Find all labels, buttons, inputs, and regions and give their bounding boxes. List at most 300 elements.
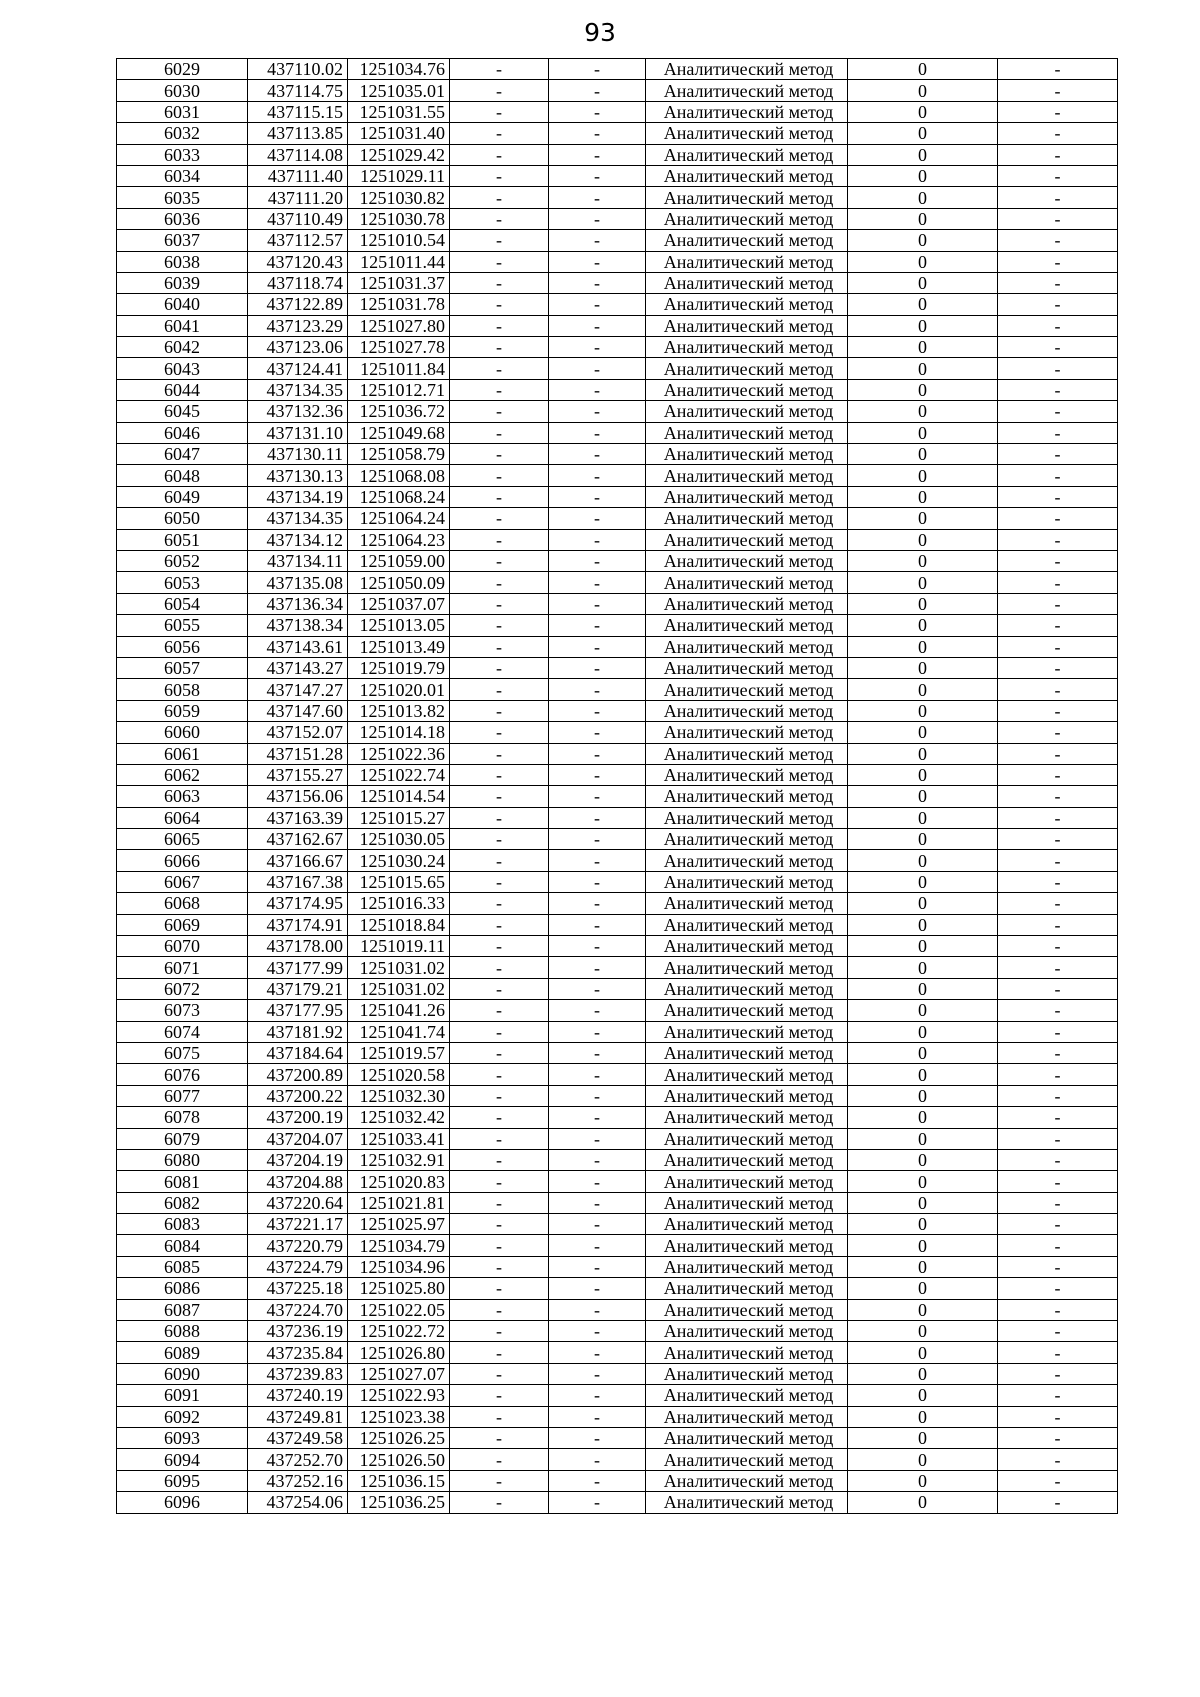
- cell-point-number: 6065: [117, 829, 248, 850]
- cell-error: 0: [848, 165, 998, 186]
- cell-value-a: -: [450, 786, 549, 807]
- cell-coord-x: 437124.41: [248, 358, 348, 379]
- cell-error: 0: [848, 1492, 998, 1513]
- table-row: [117, 529, 1118, 550]
- cell-coord-y: 1251011.84: [348, 358, 450, 379]
- cell-method: Аналитический метод: [646, 936, 848, 957]
- cell-note: -: [998, 1192, 1118, 1213]
- cell-method: Аналитический метод: [646, 101, 848, 122]
- table-row: [117, 59, 1118, 80]
- cell-coord-x: 437200.19: [248, 1107, 348, 1128]
- cell-value-b: -: [549, 593, 646, 614]
- cell-point-number: 6033: [117, 144, 248, 165]
- cell-note: -: [998, 337, 1118, 358]
- cell-value-b: -: [549, 914, 646, 935]
- cell-method: Аналитический метод: [646, 572, 848, 593]
- cell-point-number: 6047: [117, 444, 248, 465]
- cell-value-a: -: [450, 743, 549, 764]
- cell-value-a: -: [450, 615, 549, 636]
- cell-value-a: -: [450, 572, 549, 593]
- cell-value-a: -: [450, 700, 549, 721]
- cell-coord-x: 437224.79: [248, 1256, 348, 1277]
- cell-coord-y: 1251049.68: [348, 422, 450, 443]
- cell-coord-x: 437134.35: [248, 508, 348, 529]
- cell-error: 0: [848, 272, 998, 293]
- cell-error: 0: [848, 636, 998, 657]
- cell-coord-y: 1251021.81: [348, 1192, 450, 1213]
- table-row: [117, 1449, 1118, 1470]
- cell-method: Аналитический метод: [646, 871, 848, 892]
- cell-coord-x: 437166.67: [248, 850, 348, 871]
- cell-value-a: -: [450, 1385, 549, 1406]
- cell-point-number: 6038: [117, 251, 248, 272]
- cell-note: -: [998, 1214, 1118, 1235]
- cell-value-a: -: [450, 187, 549, 208]
- coordinates-table: [116, 58, 1118, 1514]
- table-row: [117, 722, 1118, 743]
- table-row: [117, 379, 1118, 400]
- cell-point-number: 6044: [117, 379, 248, 400]
- cell-value-b: -: [549, 101, 646, 122]
- cell-value-a: -: [450, 1149, 549, 1170]
- cell-coord-y: 1251014.18: [348, 722, 450, 743]
- table-row: [117, 1406, 1118, 1427]
- table-row: [117, 144, 1118, 165]
- cell-value-a: -: [450, 251, 549, 272]
- cell-value-b: -: [549, 764, 646, 785]
- cell-point-number: 6059: [117, 700, 248, 721]
- table-row: [117, 1171, 1118, 1192]
- cell-point-number: 6091: [117, 1385, 248, 1406]
- cell-value-a: -: [450, 272, 549, 293]
- cell-method: Аналитический метод: [646, 123, 848, 144]
- cell-error: 0: [848, 358, 998, 379]
- cell-value-b: -: [549, 807, 646, 828]
- cell-coord-x: 437130.13: [248, 465, 348, 486]
- cell-coord-x: 437122.89: [248, 294, 348, 315]
- cell-value-a: -: [450, 1449, 549, 1470]
- cell-method: Аналитический метод: [646, 165, 848, 186]
- cell-coord-x: 437147.27: [248, 679, 348, 700]
- cell-point-number: 6055: [117, 615, 248, 636]
- cell-method: Аналитический метод: [646, 636, 848, 657]
- cell-point-number: 6095: [117, 1470, 248, 1491]
- cell-coord-x: 437135.08: [248, 572, 348, 593]
- cell-value-a: -: [450, 722, 549, 743]
- cell-value-b: -: [549, 208, 646, 229]
- table-row: [117, 508, 1118, 529]
- cell-value-b: -: [549, 1021, 646, 1042]
- cell-point-number: 6062: [117, 764, 248, 785]
- cell-method: Аналитический метод: [646, 1428, 848, 1449]
- cell-error: 0: [848, 1470, 998, 1491]
- cell-method: Аналитический метод: [646, 529, 848, 550]
- cell-coord-y: 1251027.78: [348, 337, 450, 358]
- cell-coord-y: 1251022.72: [348, 1321, 450, 1342]
- cell-note: -: [998, 572, 1118, 593]
- table-row: [117, 1492, 1118, 1513]
- cell-note: -: [998, 101, 1118, 122]
- cell-value-a: -: [450, 914, 549, 935]
- cell-coord-x: 437134.35: [248, 379, 348, 400]
- cell-error: 0: [848, 1278, 998, 1299]
- cell-value-a: -: [450, 1214, 549, 1235]
- cell-note: -: [998, 615, 1118, 636]
- cell-method: Аналитический метод: [646, 208, 848, 229]
- cell-value-b: -: [549, 1406, 646, 1427]
- cell-method: Аналитический метод: [646, 615, 848, 636]
- cell-method: Аналитический метод: [646, 807, 848, 828]
- cell-point-number: 6061: [117, 743, 248, 764]
- cell-value-b: -: [549, 444, 646, 465]
- table-row: [117, 978, 1118, 999]
- cell-coord-y: 1251027.07: [348, 1363, 450, 1384]
- table-row: [117, 550, 1118, 571]
- cell-value-b: -: [549, 1149, 646, 1170]
- cell-error: 0: [848, 1342, 998, 1363]
- cell-note: -: [998, 807, 1118, 828]
- cell-point-number: 6090: [117, 1363, 248, 1384]
- cell-method: Аналитический метод: [646, 1321, 848, 1342]
- cell-point-number: 6037: [117, 230, 248, 251]
- cell-coord-y: 1251020.83: [348, 1171, 450, 1192]
- cell-coord-y: 1251015.65: [348, 871, 450, 892]
- cell-method: Аналитический метод: [646, 1256, 848, 1277]
- cell-error: 0: [848, 1128, 998, 1149]
- cell-value-b: -: [549, 936, 646, 957]
- cell-coord-y: 1251022.36: [348, 743, 450, 764]
- table-row: [117, 315, 1118, 336]
- cell-value-a: -: [450, 1171, 549, 1192]
- cell-coord-x: 437184.64: [248, 1042, 348, 1063]
- cell-method: Аналитический метод: [646, 358, 848, 379]
- cell-coord-y: 1251031.37: [348, 272, 450, 293]
- cell-method: Аналитический метод: [646, 914, 848, 935]
- cell-coord-y: 1251035.01: [348, 80, 450, 101]
- cell-error: 0: [848, 101, 998, 122]
- cell-value-a: -: [450, 1042, 549, 1063]
- cell-note: -: [998, 529, 1118, 550]
- cell-method: Аналитический метод: [646, 1278, 848, 1299]
- cell-error: 0: [848, 1192, 998, 1213]
- cell-coord-y: 1251059.00: [348, 550, 450, 571]
- cell-coord-x: 437114.75: [248, 80, 348, 101]
- table-row: [117, 914, 1118, 935]
- cell-method: Аналитический метод: [646, 465, 848, 486]
- cell-note: -: [998, 444, 1118, 465]
- cell-note: -: [998, 657, 1118, 678]
- cell-value-a: -: [450, 230, 549, 251]
- cell-error: 0: [848, 1363, 998, 1384]
- cell-method: Аналитический метод: [646, 1192, 848, 1213]
- table-row: [117, 1149, 1118, 1170]
- cell-method: Аналитический метод: [646, 422, 848, 443]
- cell-value-a: -: [450, 529, 549, 550]
- cell-error: 0: [848, 379, 998, 400]
- cell-error: 0: [848, 251, 998, 272]
- cell-value-a: -: [450, 957, 549, 978]
- cell-coord-x: 437147.60: [248, 700, 348, 721]
- cell-note: -: [998, 1042, 1118, 1063]
- table-row: [117, 251, 1118, 272]
- cell-point-number: 6058: [117, 679, 248, 700]
- table-row: [117, 593, 1118, 614]
- cell-error: 0: [848, 315, 998, 336]
- cell-error: 0: [848, 700, 998, 721]
- cell-value-b: -: [549, 144, 646, 165]
- cell-value-b: -: [549, 1107, 646, 1128]
- cell-value-a: -: [450, 358, 549, 379]
- table-row: [117, 1385, 1118, 1406]
- cell-value-b: -: [549, 1278, 646, 1299]
- cell-note: -: [998, 1278, 1118, 1299]
- cell-method: Аналитический метод: [646, 978, 848, 999]
- cell-method: Аналитический метод: [646, 1470, 848, 1491]
- cell-error: 0: [848, 829, 998, 850]
- cell-point-number: 6053: [117, 572, 248, 593]
- cell-error: 0: [848, 465, 998, 486]
- cell-note: -: [998, 1342, 1118, 1363]
- cell-method: Аналитический метод: [646, 786, 848, 807]
- cell-point-number: 6072: [117, 978, 248, 999]
- cell-coord-x: 437177.99: [248, 957, 348, 978]
- cell-point-number: 6086: [117, 1278, 248, 1299]
- cell-coord-y: 1251020.58: [348, 1064, 450, 1085]
- cell-coord-y: 1251031.02: [348, 957, 450, 978]
- cell-point-number: 6079: [117, 1128, 248, 1149]
- cell-value-a: -: [450, 1085, 549, 1106]
- cell-method: Аналитический метод: [646, 144, 848, 165]
- cell-method: Аналитический метод: [646, 1363, 848, 1384]
- cell-error: 0: [848, 1042, 998, 1063]
- table-row: [117, 1428, 1118, 1449]
- cell-value-b: -: [549, 1235, 646, 1256]
- cell-value-b: -: [549, 230, 646, 251]
- cell-note: -: [998, 700, 1118, 721]
- cell-coord-y: 1251013.49: [348, 636, 450, 657]
- cell-point-number: 6036: [117, 208, 248, 229]
- cell-coord-x: 437120.43: [248, 251, 348, 272]
- cell-point-number: 6081: [117, 1171, 248, 1192]
- cell-error: 0: [848, 1385, 998, 1406]
- cell-coord-y: 1251036.25: [348, 1492, 450, 1513]
- cell-method: Аналитический метод: [646, 59, 848, 80]
- cell-error: 0: [848, 1021, 998, 1042]
- cell-value-b: -: [549, 636, 646, 657]
- cell-error: 0: [848, 230, 998, 251]
- cell-coord-y: 1251010.54: [348, 230, 450, 251]
- cell-coord-x: 437178.00: [248, 936, 348, 957]
- cell-note: -: [998, 358, 1118, 379]
- cell-coord-x: 437132.36: [248, 401, 348, 422]
- cell-coord-x: 437110.02: [248, 59, 348, 80]
- cell-value-a: -: [450, 593, 549, 614]
- cell-coord-x: 437111.20: [248, 187, 348, 208]
- table-row: [117, 422, 1118, 443]
- cell-method: Аналитический метод: [646, 508, 848, 529]
- table-row: [117, 80, 1118, 101]
- cell-error: 0: [848, 208, 998, 229]
- table-row: [117, 764, 1118, 785]
- cell-coord-y: 1251041.26: [348, 1000, 450, 1021]
- cell-coord-x: 437204.88: [248, 1171, 348, 1192]
- cell-error: 0: [848, 1064, 998, 1085]
- table-row: [117, 208, 1118, 229]
- cell-value-b: -: [549, 1256, 646, 1277]
- cell-coord-y: 1251018.84: [348, 914, 450, 935]
- cell-method: Аналитический метод: [646, 1171, 848, 1192]
- cell-value-b: -: [549, 251, 646, 272]
- cell-coord-y: 1251026.25: [348, 1428, 450, 1449]
- cell-coord-x: 437152.07: [248, 722, 348, 743]
- cell-value-b: -: [549, 1342, 646, 1363]
- cell-point-number: 6063: [117, 786, 248, 807]
- cell-note: -: [998, 871, 1118, 892]
- cell-coord-y: 1251014.54: [348, 786, 450, 807]
- cell-coord-x: 437112.57: [248, 230, 348, 251]
- cell-point-number: 6051: [117, 529, 248, 550]
- cell-value-b: -: [549, 615, 646, 636]
- table-row: [117, 165, 1118, 186]
- cell-value-a: -: [450, 101, 549, 122]
- cell-coord-y: 1251034.76: [348, 59, 450, 80]
- cell-coord-y: 1251022.05: [348, 1299, 450, 1320]
- cell-value-a: -: [450, 978, 549, 999]
- cell-note: -: [998, 829, 1118, 850]
- cell-error: 0: [848, 144, 998, 165]
- cell-value-a: -: [450, 1235, 549, 1256]
- cell-value-a: -: [450, 337, 549, 358]
- cell-coord-x: 437249.58: [248, 1428, 348, 1449]
- table-row: [117, 657, 1118, 678]
- table-row: [117, 572, 1118, 593]
- cell-value-b: -: [549, 486, 646, 507]
- cell-coord-y: 1251030.82: [348, 187, 450, 208]
- cell-value-a: -: [450, 679, 549, 700]
- cell-method: Аналитический метод: [646, 1064, 848, 1085]
- cell-error: 0: [848, 957, 998, 978]
- cell-note: -: [998, 465, 1118, 486]
- cell-point-number: 6045: [117, 401, 248, 422]
- cell-value-a: -: [450, 80, 549, 101]
- cell-value-a: -: [450, 850, 549, 871]
- table-row: [117, 187, 1118, 208]
- cell-coord-x: 437151.28: [248, 743, 348, 764]
- cell-coord-y: 1251030.78: [348, 208, 450, 229]
- cell-method: Аналитический метод: [646, 379, 848, 400]
- cell-method: Аналитический метод: [646, 251, 848, 272]
- cell-value-a: -: [450, 444, 549, 465]
- cell-error: 0: [848, 529, 998, 550]
- cell-value-a: -: [450, 1107, 549, 1128]
- cell-value-b: -: [549, 508, 646, 529]
- table-row: [117, 230, 1118, 251]
- cell-note: -: [998, 978, 1118, 999]
- cell-point-number: 6029: [117, 59, 248, 80]
- cell-coord-y: 1251019.57: [348, 1042, 450, 1063]
- cell-point-number: 6075: [117, 1042, 248, 1063]
- cell-value-a: -: [450, 1363, 549, 1384]
- cell-error: 0: [848, 1085, 998, 1106]
- cell-value-b: -: [549, 1321, 646, 1342]
- cell-note: -: [998, 401, 1118, 422]
- cell-value-b: -: [549, 272, 646, 293]
- cell-method: Аналитический метод: [646, 486, 848, 507]
- cell-value-a: -: [450, 315, 549, 336]
- cell-coord-x: 437131.10: [248, 422, 348, 443]
- cell-point-number: 6042: [117, 337, 248, 358]
- cell-value-a: -: [450, 1428, 549, 1449]
- cell-point-number: 6034: [117, 165, 248, 186]
- table-row: [117, 700, 1118, 721]
- cell-coord-x: 437162.67: [248, 829, 348, 850]
- table-row: [117, 1192, 1118, 1213]
- table-row: [117, 1321, 1118, 1342]
- cell-value-a: -: [450, 144, 549, 165]
- cell-note: -: [998, 1171, 1118, 1192]
- cell-note: -: [998, 1299, 1118, 1320]
- cell-value-b: -: [549, 871, 646, 892]
- cell-method: Аналитический метод: [646, 315, 848, 336]
- cell-point-number: 6035: [117, 187, 248, 208]
- cell-method: Аналитический метод: [646, 1107, 848, 1128]
- cell-value-a: -: [450, 294, 549, 315]
- cell-point-number: 6054: [117, 593, 248, 614]
- cell-value-a: -: [450, 1406, 549, 1427]
- table-row: [117, 1107, 1118, 1128]
- cell-error: 0: [848, 123, 998, 144]
- cell-coord-x: 437113.85: [248, 123, 348, 144]
- cell-value-b: -: [549, 743, 646, 764]
- cell-point-number: 6064: [117, 807, 248, 828]
- table-row: [117, 679, 1118, 700]
- cell-note: -: [998, 1321, 1118, 1342]
- cell-value-b: -: [549, 700, 646, 721]
- table-row: [117, 1128, 1118, 1149]
- cell-coord-y: 1251068.08: [348, 465, 450, 486]
- cell-coord-x: 437134.19: [248, 486, 348, 507]
- cell-coord-x: 437249.81: [248, 1406, 348, 1427]
- cell-coord-x: 437225.18: [248, 1278, 348, 1299]
- cell-note: -: [998, 1149, 1118, 1170]
- cell-coord-x: 437155.27: [248, 764, 348, 785]
- table-row: [117, 272, 1118, 293]
- cell-method: Аналитический метод: [646, 722, 848, 743]
- cell-error: 0: [848, 187, 998, 208]
- cell-coord-x: 437143.61: [248, 636, 348, 657]
- cell-coord-x: 437235.84: [248, 1342, 348, 1363]
- cell-value-b: -: [549, 1449, 646, 1470]
- cell-value-b: -: [549, 550, 646, 571]
- cell-coord-y: 1251016.33: [348, 893, 450, 914]
- cell-note: -: [998, 165, 1118, 186]
- cell-value-b: -: [549, 722, 646, 743]
- cell-point-number: 6049: [117, 486, 248, 507]
- table-row: [117, 1235, 1118, 1256]
- cell-value-b: -: [549, 1385, 646, 1406]
- cell-value-b: -: [549, 379, 646, 400]
- cell-coord-x: 437174.95: [248, 893, 348, 914]
- cell-point-number: 6092: [117, 1406, 248, 1427]
- cell-value-b: -: [549, 529, 646, 550]
- cell-point-number: 6085: [117, 1256, 248, 1277]
- cell-coord-y: 1251031.02: [348, 978, 450, 999]
- cell-coord-y: 1251029.42: [348, 144, 450, 165]
- cell-coord-y: 1251033.41: [348, 1128, 450, 1149]
- cell-value-b: -: [549, 422, 646, 443]
- cell-note: -: [998, 1064, 1118, 1085]
- cell-note: -: [998, 379, 1118, 400]
